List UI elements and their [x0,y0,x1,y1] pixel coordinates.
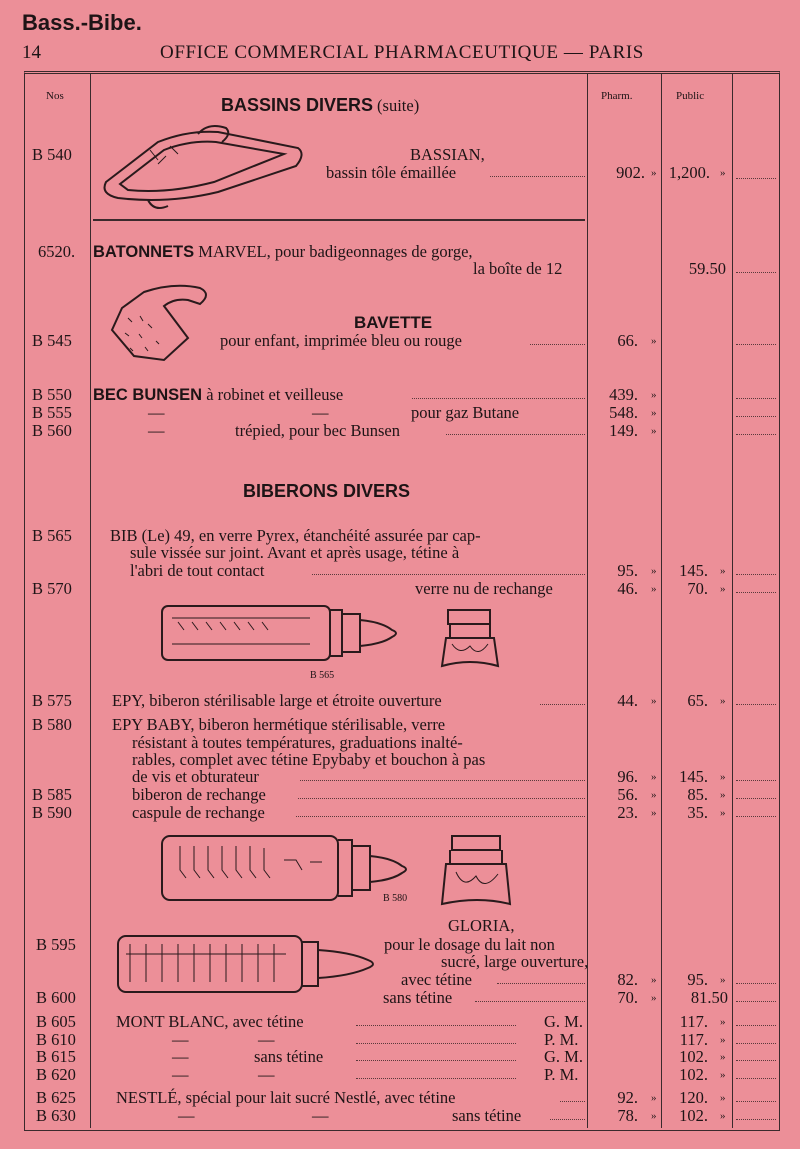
leader-dots [736,1043,776,1044]
ditto-mark: » [720,1034,726,1046]
price-public: 59.50 [688,259,726,278]
item-text: MARVEL, pour badigeonnages de gorge, [198,242,473,261]
item-description: verre nu de rechange [415,579,553,598]
ditto-dash: — [172,1030,189,1049]
price-public: 102. [679,1106,708,1125]
price-public: 1,200. [668,163,710,182]
page-number: 14 [22,42,41,63]
item-number: B 605 [36,1012,76,1031]
leader-dots [296,816,585,817]
price-public: 65. [687,691,708,710]
price-public: 102. [679,1047,708,1066]
price-pharm: 46. [617,579,638,598]
leader-dots [530,344,585,345]
size-label: G. M. [544,1047,583,1066]
price-pharm: 23. [617,803,638,822]
ditto-mark: » [651,167,657,179]
item-number: B 630 [36,1106,76,1125]
leader-dots [298,798,585,799]
item-bold-name: BATONNETS [93,243,195,261]
item-line [93,385,343,405]
price-pharm: 902. [616,163,645,182]
price-pharm: 92. [617,1088,638,1107]
item-title: BASSIAN, [410,145,485,164]
item-number: B 565 [32,526,72,545]
column-header-pharm: Pharm. [601,90,633,102]
leader-dots [736,780,776,781]
ditto-mark: » [720,771,726,783]
item-title: BAVETTE [354,313,433,332]
ditto-mark: » [651,807,657,819]
ditto-mark: » [720,1110,726,1122]
ditto-mark: » [651,407,657,419]
leader-dots [736,398,776,399]
ditto-dash: — [172,1065,189,1084]
leader-dots [736,704,776,705]
ditto-mark: » [720,1092,726,1104]
item-number: 6520. [38,242,76,261]
leader-dots [736,344,776,345]
ditto-mark: » [720,565,726,577]
figure-caption: B 565 [310,670,335,681]
price-pharm: 149. [609,421,638,440]
section-divider [93,219,585,221]
section-title-bassins [221,95,419,116]
section-title-biberons: BIBERONS DIVERS [243,481,411,501]
size-label: P. M. [544,1030,579,1049]
column-divider [90,73,91,1128]
ditto-mark: » [651,565,657,577]
item-number: B 550 [32,385,72,404]
price-public: 117. [679,1012,708,1031]
ditto-mark: » [720,807,726,819]
ditto-dash: — [312,1106,329,1125]
ditto-mark: » [651,1110,657,1122]
item-description: trépied, pour bec Bunsen [235,421,400,440]
item-description: pour gaz Butane [411,403,520,422]
section-tag: Bass.-Bibe. [22,10,142,35]
leader-dots [736,1101,776,1102]
price-public: 35. [687,803,708,822]
bassin-illustration [98,120,308,210]
leader-dots [300,780,585,781]
price-pharm: 548. [609,403,638,422]
ditto-mark: » [651,992,657,1004]
price-public: 85. [687,785,708,804]
ditto-mark: » [651,389,657,401]
ditto-dash: — [172,1047,189,1066]
item-line [93,242,473,262]
item-description: MONT BLANC, avec tétine [116,1012,304,1031]
leader-dots [412,398,585,399]
page-header-title: OFFICE COMMERCIAL PHARMACEUTIQUE — PARIS [160,42,644,63]
item-number: B 610 [36,1030,76,1049]
leader-dots [736,178,776,179]
leader-dots [736,1025,776,1026]
leader-dots [736,1001,776,1002]
price-public: 95. [687,970,708,989]
ditto-mark: » [651,425,657,437]
ditto-mark: » [720,583,726,595]
item-line: pour le dosage du lait non [384,935,555,954]
price-pharm: 95. [617,561,638,580]
price-public: 81.50 [690,988,728,1007]
item-number: B 595 [36,935,76,954]
ditto-dash: — [258,1030,275,1049]
price-pharm: 66. [617,331,638,350]
price-pharm: 439. [609,385,638,404]
item-number: B 575 [32,691,72,710]
item-text: à robinet et veilleuse [206,385,344,404]
ditto-dash: — [258,1065,275,1084]
price-pharm: 78. [617,1106,638,1125]
item-bold-name: BEC BUNSEN [93,386,203,404]
ditto-mark: » [720,789,726,801]
item-number: B 625 [36,1088,76,1107]
leader-dots [736,983,776,984]
size-label: G. M. [544,1012,583,1031]
price-pharm: 96. [617,767,638,786]
ditto-mark: » [651,335,657,347]
price-public: 117. [679,1030,708,1049]
ditto-dash: — [148,403,165,422]
ditto-mark: » [720,167,726,179]
item-description: bassin tôle émaillée [326,163,457,182]
leader-dots [736,272,776,273]
item-number: B 545 [32,331,72,350]
bavette-illustration [104,278,216,366]
item-number: B 590 [32,803,72,822]
item-line: résistant à toutes températures, graduations inalté- [132,733,463,752]
price-public: 70. [687,579,708,598]
item-number: B 570 [32,579,72,598]
item-line: sule vissée sur joint. Avant et après usage, tétine à [130,543,460,562]
size-label: P. M. [544,1065,579,1084]
leader-dots [490,176,585,177]
leader-dots [736,434,776,435]
item-number: B 555 [32,403,72,422]
item-description: sans tétine [254,1047,324,1066]
ditto-mark: » [651,789,657,801]
item-description: caspule de rechange [132,803,265,822]
ditto-mark: » [720,1051,726,1063]
price-public: 120. [679,1088,708,1107]
item-description: pour enfant, imprimée bleu ou rouge [220,331,462,350]
item-line: EPY BABY, biberon hermétique stérilisable, verre [112,715,446,734]
item-line: l'abri de tout contact [130,561,265,580]
price-public: 145. [679,767,708,786]
leader-dots [736,574,776,575]
ditto-mark: » [651,974,657,986]
item-number: B 600 [36,988,76,1007]
item-line: sucré, large ouverture, [441,952,589,971]
ditto-dash: — [178,1106,195,1125]
price-pharm: 70. [617,988,638,1007]
leader-dots [736,1119,776,1120]
item-description: sans tétine [383,988,453,1007]
item-description: sans tétine [452,1106,522,1125]
item-title: GLORIA, [448,916,515,935]
price-public: 102. [679,1065,708,1084]
item-line: BIB (Le) 49, en verre Pyrex, étanchéité assurée par cap- [110,526,481,545]
leader-dots [736,1060,776,1061]
item-number: B 620 [36,1065,76,1084]
ditto-mark: » [651,1092,657,1104]
leader-dots [736,416,776,417]
bib-bottle-illustration [160,598,510,670]
leader-dots [312,574,585,575]
leader-dots [356,1043,516,1044]
leader-dots [497,983,585,984]
column-header-public: Public [676,90,705,102]
gloria-bottle-illustration [116,930,386,998]
item-number: B 540 [32,145,72,164]
item-line: avec tétine [401,970,472,989]
epy-baby-bottle-illustration [160,830,530,910]
leader-dots [736,816,776,817]
section-title-bold: BASSINS DIVERS [221,95,374,115]
price-pharm: 56. [617,785,638,804]
leader-dots [446,434,585,435]
leader-dots [475,1001,585,1002]
item-number: B 615 [36,1047,76,1066]
ditto-mark: » [720,974,726,986]
ditto-mark: » [651,771,657,783]
item-description: la boîte de 12 [473,259,563,278]
leader-dots [736,592,776,593]
price-pharm: 44. [617,691,638,710]
leader-dots [356,1060,516,1061]
price-pharm: 82. [617,970,638,989]
ditto-mark: » [720,1069,726,1081]
item-description: biberon de rechange [132,785,266,804]
item-number: B 580 [32,715,72,734]
ditto-dash: — [148,421,165,440]
section-title-suffix: (suite) [377,96,420,115]
price-public: 145. [679,561,708,580]
ditto-mark: » [720,1016,726,1028]
item-number: B 585 [32,785,72,804]
ditto-mark: » [651,695,657,707]
column-header-nos: Nos [46,90,64,102]
item-number: B 560 [32,421,72,440]
ditto-mark: » [720,695,726,707]
ditto-dash: — [312,403,329,422]
leader-dots [356,1025,516,1026]
ditto-mark: » [651,583,657,595]
leader-dots [736,798,776,799]
item-line: de vis et obturateur [132,767,259,786]
item-line: rables, complet avec tétine Epybaby et bouchon à pas [132,750,486,769]
leader-dots [356,1078,516,1079]
item-description: NESTLÉ, spécial pour lait sucré Nestlé, avec tétine [116,1088,456,1107]
column-divider [732,73,733,1128]
item-description: EPY, biberon stérilisable large et étroite ouverture [112,691,442,710]
figure-caption: B 580 [383,893,408,904]
leader-dots [736,1078,776,1079]
